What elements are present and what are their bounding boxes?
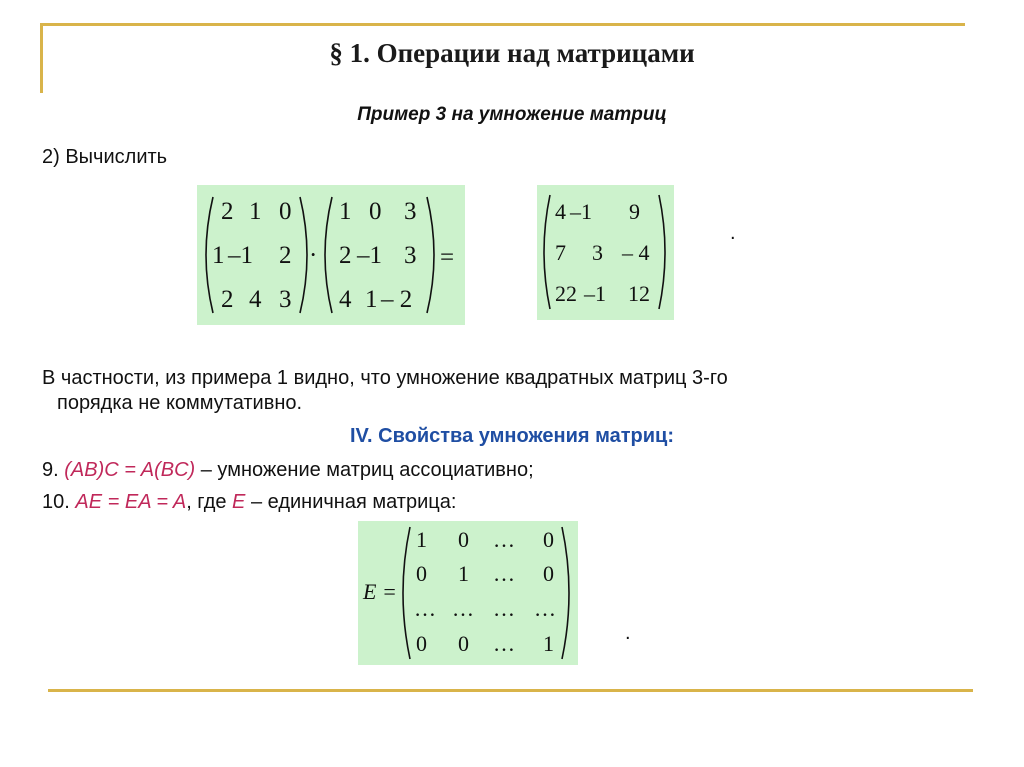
matrix-b-left-paren: [325, 197, 332, 313]
matrix-a-right-paren: [300, 197, 307, 313]
matrix-a-cell: 1: [249, 198, 262, 225]
identity-label: E =: [363, 579, 397, 604]
result-cell: 22: [555, 281, 577, 306]
matrix-b-cell: 3: [404, 242, 417, 269]
identity-cell: 1: [416, 527, 427, 552]
matrix-b-cell: – 2: [381, 286, 413, 313]
matrix-a-cell: 2: [279, 242, 292, 269]
property-9-text: – умножение матриц ассоциативно;: [200, 459, 534, 481]
matrix-a-cell: 4: [249, 286, 262, 313]
result-cell: 7: [555, 240, 566, 265]
frame-bottom-line: [48, 689, 973, 692]
identity-cell: …: [452, 596, 474, 621]
section-heading: IV. Свойства умножения матриц:: [349, 425, 675, 447]
task-label: 2) Вычислить: [42, 146, 168, 168]
property-10-symbol: E: [232, 491, 246, 513]
identity-cell: 0: [543, 561, 554, 586]
identity-cell: …: [414, 596, 436, 621]
identity-cell: 1: [458, 561, 469, 586]
property-10-text-mid: , где: [186, 491, 233, 513]
matrix-b-cell: 1: [339, 198, 352, 225]
matrix-a-cell: 3: [279, 286, 292, 313]
result-cell: 12: [628, 281, 650, 306]
identity-matrix: [358, 521, 578, 665]
identity-cell: 0: [416, 631, 427, 656]
matrix-b-cell: 3: [404, 198, 417, 225]
matrix-a-cell: 1: [212, 242, 225, 269]
frame-top-line: [40, 23, 965, 26]
result-right-paren: [659, 195, 665, 309]
result-cell: 4: [555, 199, 566, 224]
identity-cell: …: [493, 631, 515, 656]
identity-cell: …: [493, 561, 515, 586]
matrix-a-cell: 0: [279, 198, 292, 225]
matrix-b-cell: 2: [339, 242, 352, 269]
equals-operator: =: [440, 244, 455, 271]
identity-matrix-svg: [358, 521, 578, 665]
matrix-a-cell: 2: [221, 198, 234, 225]
paragraph-line-1: В частности, из примера 1 видно, что умножение квадратных матриц 3-го: [42, 367, 728, 389]
identity-cell: …: [493, 527, 515, 552]
property-10-formula: AE = EA = A: [75, 491, 187, 513]
property-10-text-end: – единичная матрица:: [250, 491, 457, 513]
result-period: .: [730, 222, 736, 244]
result-matrix-svg: [537, 185, 674, 320]
identity-cell: 0: [458, 631, 469, 656]
page-title: § 1. Операции над матрицами: [329, 38, 695, 68]
multiply-operator: ·: [309, 242, 318, 269]
matrix-product-svg: [197, 185, 465, 325]
result-cell: – 4: [622, 240, 650, 265]
result-cell: –1: [584, 281, 606, 306]
example-subtitle: Пример 3 на умножение матриц: [357, 104, 667, 125]
property-9: [42, 458, 534, 482]
property-9-formula: (AB)C = A(BC): [64, 459, 196, 481]
matrix-b-right-paren: [427, 197, 434, 313]
identity-cell: 0: [416, 561, 427, 586]
identity-cell: …: [534, 596, 556, 621]
matrix-a-cell: 2: [221, 286, 234, 313]
identity-cell: 1: [543, 631, 554, 656]
identity-cell: 0: [458, 527, 469, 552]
identity-period: .: [625, 622, 631, 644]
property-10-number: 10.: [42, 491, 70, 513]
result-cell: 9: [629, 199, 640, 224]
result-cell: –1: [570, 199, 592, 224]
identity-right-paren: [562, 527, 569, 659]
property-10: [42, 490, 456, 514]
property-9-number: 9.: [42, 459, 59, 481]
identity-cell: 0: [543, 527, 554, 552]
identity-left-paren: [403, 527, 410, 659]
matrix-product-equation: [197, 185, 465, 325]
matrix-b-cell: 4: [339, 286, 352, 313]
matrix-b-cell: –1: [357, 242, 382, 269]
matrix-b-cell: 0: [369, 198, 382, 225]
identity-cell: …: [493, 596, 515, 621]
result-cell: 3: [592, 240, 603, 265]
result-matrix: [537, 185, 674, 320]
paragraph-line-2: порядка не коммутативно.: [57, 392, 303, 414]
result-left-paren: [544, 195, 550, 309]
matrix-a-cell: –1: [228, 242, 253, 269]
matrix-b-cell: 1: [365, 286, 378, 313]
